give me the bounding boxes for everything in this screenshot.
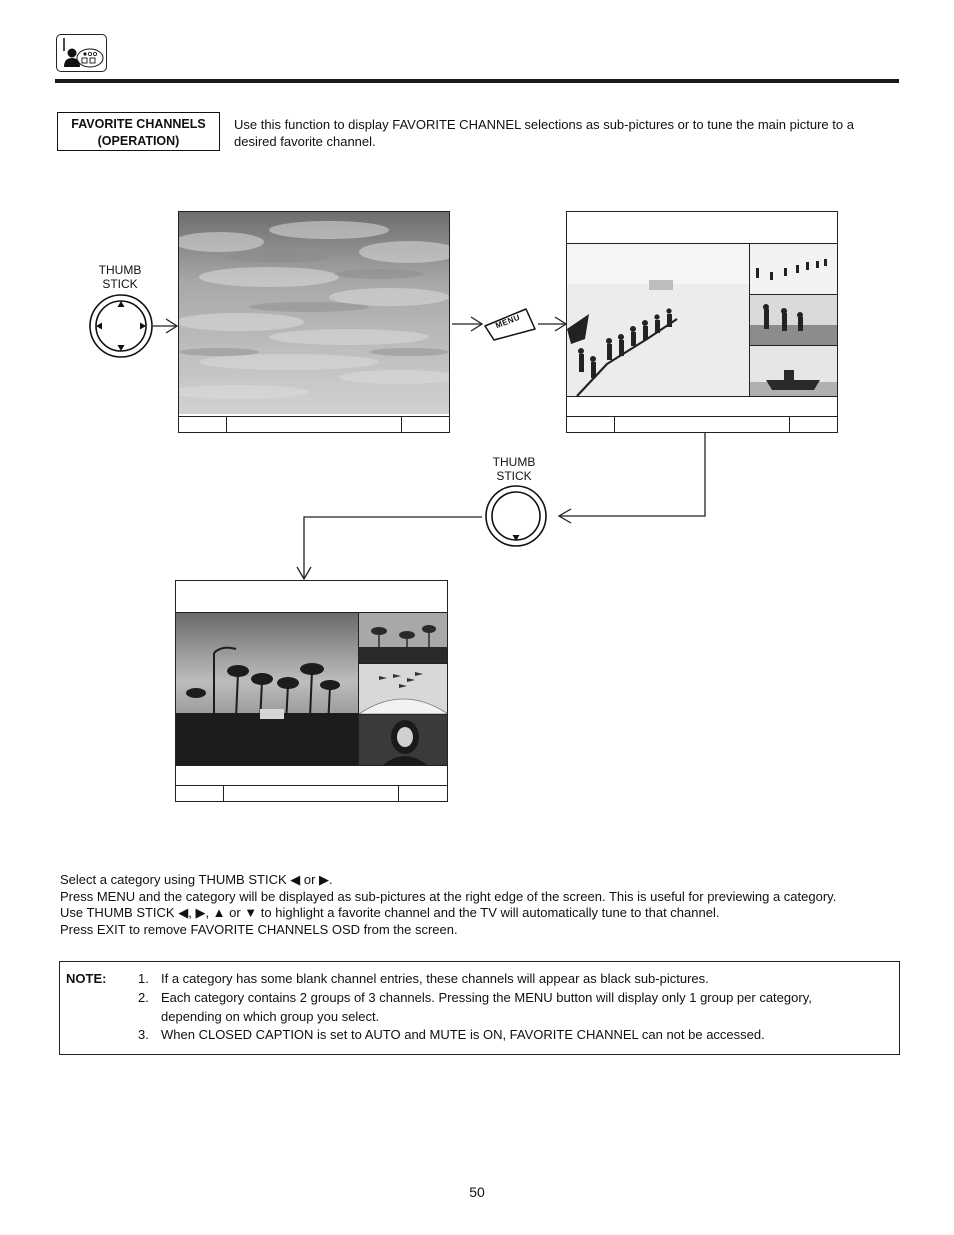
- section-label: [57, 112, 220, 151]
- section-label-line2: (OPERATION): [97, 134, 180, 148]
- note-item-number: 2.: [138, 990, 149, 1005]
- main-picture-snow: [567, 244, 749, 396]
- header-rule: [55, 79, 899, 83]
- thumb-stick-4way-icon: [88, 293, 156, 361]
- tv-screen-subpictures: [566, 211, 838, 433]
- sub-picture-3: [750, 346, 838, 396]
- thumb-stick-label-1-line1: THUMB: [98, 263, 142, 277]
- sub-picture-jets: [359, 664, 448, 714]
- arrow-right-icon: [537, 314, 569, 334]
- arrow-right-icon: [451, 314, 485, 334]
- note-item-text: If a category has some blank channel entries, these channels will appear as black sub-pictures.: [161, 971, 709, 986]
- menu-button-label: MENU: [494, 312, 522, 331]
- thumb-stick-label-1-line2: STICK: [102, 277, 138, 291]
- sky-picture: [179, 212, 449, 414]
- note-item-text: When CLOSED CAPTION is set to AUTO and MUTE is ON, FAVORITE CHANNEL can not be accessed.: [161, 1027, 765, 1042]
- section-label-line1: FAVORITE CHANNELS: [71, 117, 206, 131]
- thumb-stick-label-2-line1: THUMB: [492, 455, 536, 469]
- status-bar: [176, 785, 447, 801]
- thumb-stick-label-2: [484, 455, 544, 483]
- page-number: 50: [469, 1184, 485, 1200]
- arrow-right-icon: [152, 316, 180, 336]
- osd-header-strip: [567, 212, 837, 244]
- sub-picture-palms: [359, 613, 448, 663]
- sub-picture-1: [750, 244, 838, 294]
- note-item-text: Each category contains 2 groups of 3 channels. Pressing the MENU button will display only 1 group per category, depending on which group you select.: [161, 990, 812, 1024]
- thumb-stick-down-icon: [484, 484, 550, 550]
- step-1: Select a category using THUMB STICK ◀ or ▶.: [60, 872, 333, 887]
- note-item-number: 1.: [138, 971, 149, 986]
- osd-header-strip: [176, 581, 447, 613]
- thumb-stick-label-2-line2: STICK: [496, 469, 532, 483]
- menu-button[interactable]: [482, 304, 538, 342]
- step-3: Use THUMB STICK ◀, ▶, ▲ or ▼ to highlight a favorite channel and the TV will automatically tune to that channel.: [60, 905, 720, 920]
- section-icon: [56, 34, 107, 72]
- sub-picture-2: [750, 295, 838, 345]
- tv-screen-main: [178, 211, 450, 433]
- thumb-stick-label-1: [90, 263, 150, 291]
- note-item-number: 3.: [138, 1027, 149, 1042]
- sub-picture-portrait: [359, 715, 448, 765]
- instruction-steps: [60, 872, 910, 938]
- note-box: [59, 961, 900, 1055]
- connector-line: [294, 510, 484, 585]
- status-bar: [179, 416, 449, 432]
- main-picture-palms: [176, 613, 358, 765]
- tv-screen-tuned: [175, 580, 448, 802]
- step-2: Press MENU and the category will be displayed as sub-pictures at the right edge of the screen. This is useful for previewing a category.: [60, 888, 837, 904]
- status-bar: [567, 416, 837, 432]
- note-title: NOTE:: [66, 971, 107, 986]
- step-4: Press EXIT to remove FAVORITE CHANNELS OSD from the screen.: [60, 921, 458, 937]
- intro-text: Use this function to display FAVORITE CHANNEL selections as sub-pictures or to tune the main picture to a desired favorite channel.: [234, 117, 854, 149]
- connector-line: [555, 431, 715, 531]
